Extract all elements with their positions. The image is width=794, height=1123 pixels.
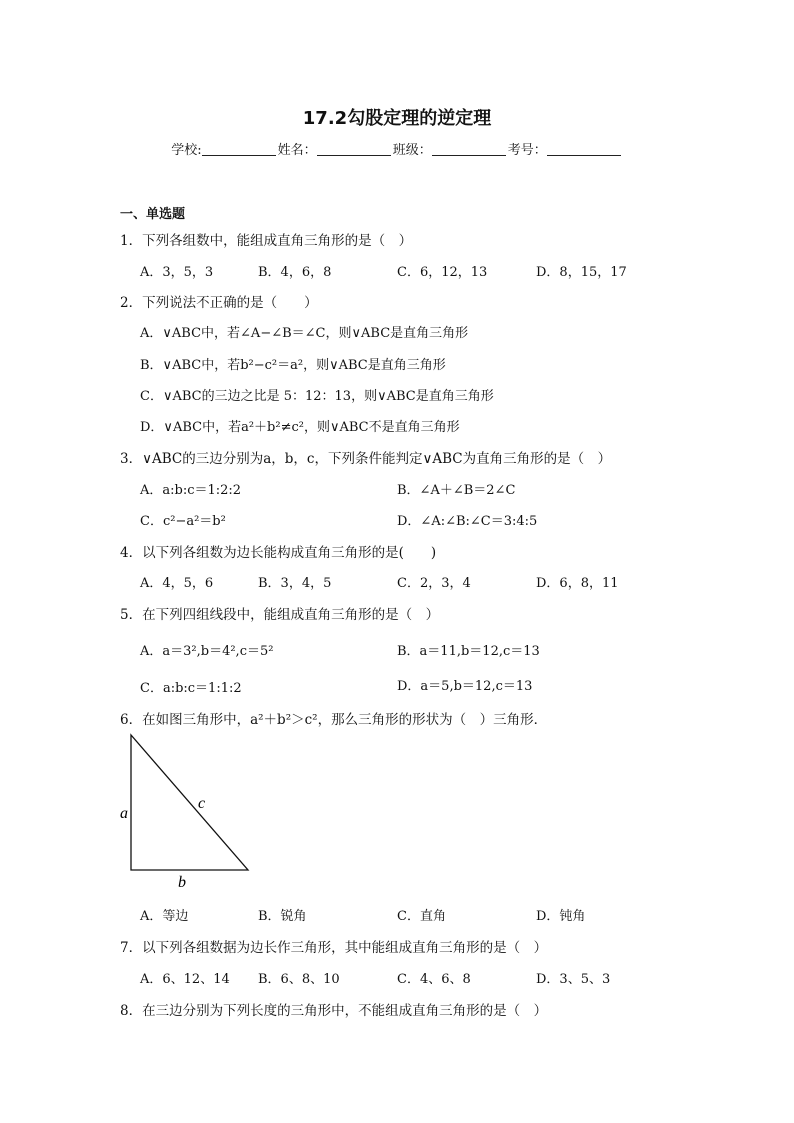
question-5-option-c[interactable]: C．a:b:c＝1:1:2: [140, 681, 242, 696]
question-6-stem: 6．在如图三角形中，a²＋b²＞c²，那么三角形的形状为（ ）三角形．: [120, 712, 548, 728]
page-title: 17.2勾股定理的逆定理: [302, 108, 492, 129]
question-5-option-d[interactable]: D．a＝5,b＝12,c＝13: [397, 679, 533, 694]
question-6-option-a[interactable]: A．等边: [140, 909, 189, 924]
question-3-option-c[interactable]: C．c²−a²＝b²: [140, 514, 226, 529]
question-1-option-b[interactable]: B．4，6，8: [258, 265, 332, 280]
school-label: 学校:: [171, 143, 202, 158]
question-2-option-a[interactable]: A．∨ABC中，若∠A−∠B＝∠C，则∨ABC是直角三角形: [140, 326, 469, 341]
question-2-option-c[interactable]: C．∨ABC的三边之比是 5：12：13，则∨ABC是直角三角形: [140, 389, 494, 404]
exam-no-label: 考号：: [507, 143, 547, 158]
question-4-option-c[interactable]: C．2，3，4: [397, 576, 471, 591]
class-blank[interactable]: [432, 142, 506, 156]
section-heading: 一、单选题: [120, 207, 186, 222]
question-2-stem: 2．下列说法不正确的是（ ）: [120, 295, 318, 311]
student-info-line: [0, 139, 794, 158]
question-1-stem: 1．下列各组数中，能组成直角三角形的是（ ）: [120, 233, 413, 249]
school-blank[interactable]: [202, 142, 276, 156]
exam-no-blank[interactable]: [547, 142, 621, 156]
question-3-stem: 3．∨ABC的三边分别为a，b，c，下列条件能判定∨ABC为直角三角形的是（ ）: [120, 451, 612, 467]
question-1-option-d[interactable]: D．8，15，17: [536, 265, 627, 280]
question-5-stem: 5．在下列四组线段中，能组成直角三角形的是（ ）: [120, 607, 440, 623]
question-2-option-b[interactable]: B．∨ABC中，若b²−c²＝a²，则∨ABC是直角三角形: [140, 358, 446, 373]
question-7-option-c[interactable]: C．4、6、8: [397, 972, 471, 987]
side-label-a: a: [120, 805, 128, 822]
side-label-b: b: [178, 874, 186, 891]
question-3-option-b[interactable]: B．∠A＋∠B＝2∠C: [397, 483, 516, 498]
question-1-option-c[interactable]: C．6，12，13: [397, 265, 488, 280]
question-8-stem: 8．在三边分别为下列长度的三角形中，不能组成直角三角形的是（ ）: [120, 1003, 548, 1019]
question-6-option-d[interactable]: D．钝角: [536, 909, 586, 924]
question-7-option-a[interactable]: A．6、12、14: [140, 972, 230, 987]
question-7-stem: 7．以下列各组数据为边长作三角形，其中能组成直角三角形的是（ ）: [120, 940, 548, 956]
name-label: 姓名：: [277, 143, 317, 158]
question-4-option-b[interactable]: B．3，4，5: [258, 576, 332, 591]
question-6-triangle-figure: [110, 730, 260, 894]
question-2-option-d[interactable]: D．∨ABC中，若a²＋b²≠c²，则∨ABC不是直角三角形: [140, 420, 460, 435]
question-4-stem: 4．以下列各组数为边长能构成直角三角形的是( ): [120, 545, 437, 561]
question-3-option-a[interactable]: A．a:b:c＝1:2:2: [140, 483, 242, 498]
question-5-option-b[interactable]: B．a＝11,b＝12,c＝13: [397, 644, 540, 659]
class-label: 班级：: [392, 143, 432, 158]
question-7-option-d[interactable]: D．3、5、3: [536, 972, 611, 987]
question-6-option-c[interactable]: C．直角: [397, 909, 446, 924]
side-label-c: c: [198, 795, 206, 812]
name-blank[interactable]: [317, 142, 391, 156]
question-1-option-a[interactable]: A．3，5，3: [140, 265, 214, 280]
question-5-option-a[interactable]: A．a＝3²,b＝4²,c＝5²: [140, 644, 274, 659]
triangle-shape: [131, 735, 248, 870]
question-7-option-b[interactable]: B．6、8、10: [258, 972, 340, 987]
question-6-option-b[interactable]: B．锐角: [258, 909, 307, 924]
question-3-option-d[interactable]: D．∠A:∠B:∠C＝3:4:5: [397, 514, 538, 529]
question-4-option-a[interactable]: A．4，5，6: [140, 576, 214, 591]
question-4-option-d[interactable]: D．6，8，11: [536, 576, 619, 591]
